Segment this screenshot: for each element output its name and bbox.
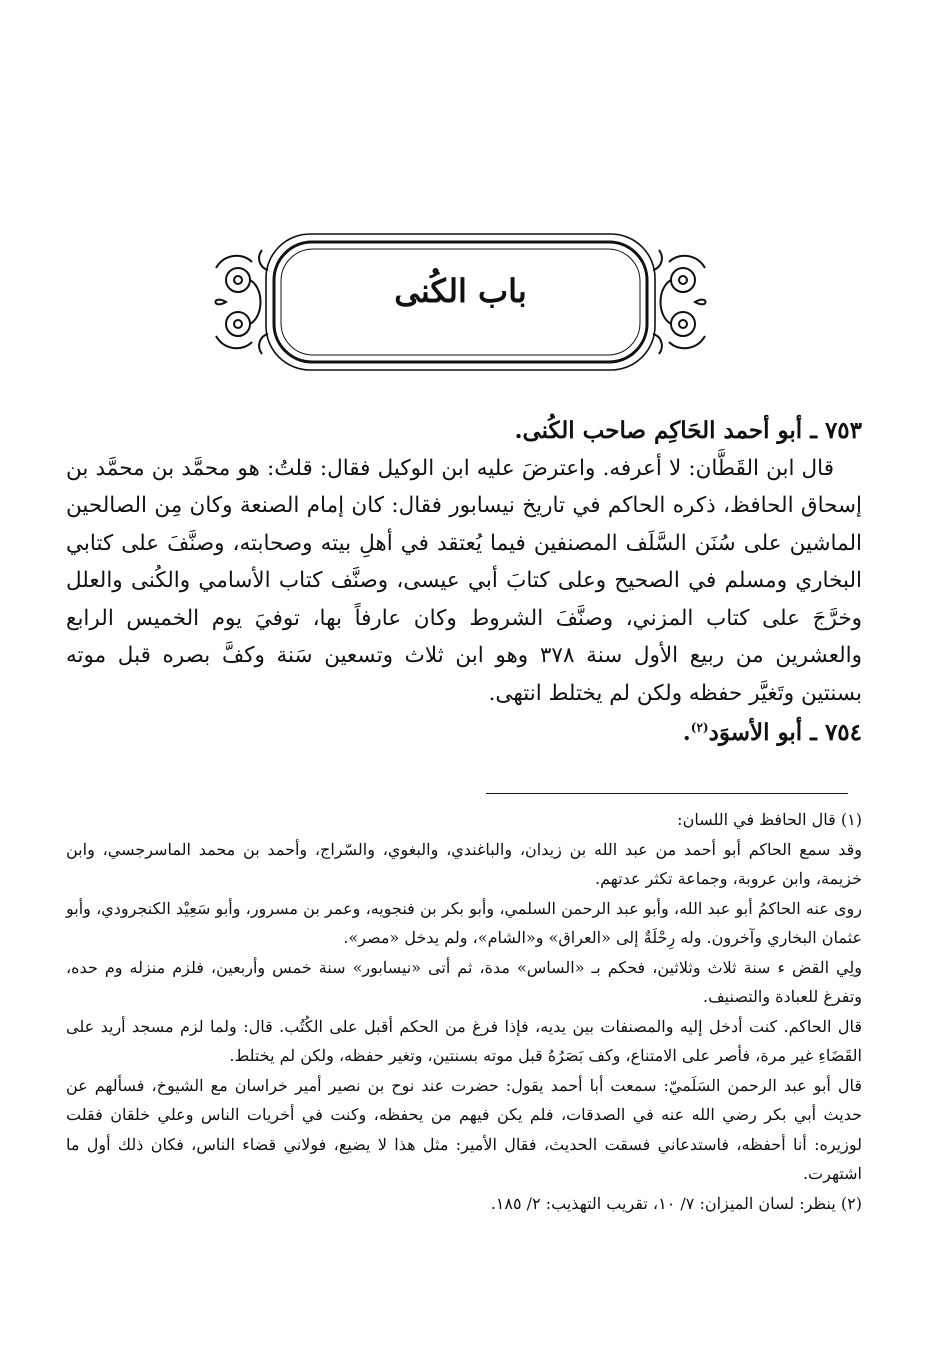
chapter-title-frame bbox=[208, 228, 713, 376]
footnotes bbox=[66, 805, 862, 1218]
chapter-title: باب الكُنى bbox=[394, 272, 527, 310]
footnote-2: (٢) ينظر: لسان الميزان: ٧/ ١٠، تقريب التهذيب: ٢/ ١٨٥. bbox=[490, 1193, 862, 1213]
heading-tail: . bbox=[682, 719, 691, 746]
entry-heading-text: ٧٥٤ ـ أبو الأسوَد bbox=[708, 719, 862, 746]
entry-heading: ٧٥٣ ـ أبو أحمد الحَاكِم صاحب الكُنى. bbox=[514, 417, 862, 444]
footnote-paragraph: قال أبو عبد الرحمن السَلَميّ: سمعت أبا أحمد يقول: حضرت عند نوح بن نصير أمير خراسان مع الشيوخ، فسألهم عن حديث أبي بكر رضي الله عنه في الصدقات، فلم يكن فيهم من يحفظه، وكنت في أخريات الناس وعلي خلقان فقلت لوزيره: أنا أحفظه، فاستدعاني فسقت الحديث، فقال الأمير: مثل هذا لا يضيع، فولاني قضاء الناس، فكان ذلك أول ما اشتهرت. bbox=[66, 1075, 862, 1183]
footnote-paragraph: قال الحاكم. كنت أدخل إليه والمصنفات بين يديه، فإذا فرغ من الحكم أقبل على الكُتُب. قال: ولما لزم مسجد أريد على القَضَاءِ غير مرة، فأصر على الامتناع، وكف بَصَرُهُ قبل موته بسنتين، وتغير حفظه، ولكن لم يختلط. bbox=[66, 1016, 862, 1065]
footnote-paragraph: روى عنه الحاكمُ أبو عبد الله، وأبو عبد الرحمن السلمي، وأبو بكر بن فنجويه، وعمر بن مسرور، وأبو سَعِيْد الكنجرودي، وأبو عثمان البخاري وآخرون. وله رِحْلَةٌ إلى «العراق» و«الشام»، ولم يدخل «مصر». bbox=[66, 898, 862, 947]
footnote-1-heading: (١) قال الحافظ في اللسان: bbox=[677, 810, 862, 829]
footnote-separator bbox=[486, 793, 848, 794]
entry-body: قال ابن القَطَّان: لا أعرفه. واعترضَ عليه ابن الوكيل فقال: قلتُ: هو محمَّد بن محمَّد بن إسحاق الحافظ، ذكره الحاكم في تاريخ نيسابور فقال: كان إمام الصنعة وكان مِن الصالحين الماشين على سُنَن السَّلَف المصنفين فيما يُعتقد في أهلِ بيته وصحابته، وصنَّفَ على كتابي البخاري ومسلم في الصحيح وعلى كتابَ أبي عيسى، وصنَّف كتاب الأسامي والكُنى والعلل وخرَّجَ على كتاب المزني، وصنَّفَ الشروط وكان عارفاً بها، توفيَ يوم الخميس الرابع والعشرين من ربيع الأول سنة ٣٧٨ وهو ابن ثلاث وتسعين سَنة وكفَّ بصره قبل موته بسنتين وتَغيَّر حفظه ولكن لم يختلط انتهى. bbox=[66, 455, 862, 706]
footnote-reference: (٢) bbox=[690, 720, 709, 735]
footnote-paragraph: وقد سمع الحاكم أبو أحمد من عبد الله بن زيدان، والباغندي، والبغوي، والسّراج، وأحمد بن محمد الماسرجسي، وابن خزيمة، وابن عروبة، وجماعة تكثر عدتهم. bbox=[66, 839, 862, 888]
entry-heading bbox=[66, 714, 862, 752]
footnote-paragraph: ولِي القض ء سنة ثلاث وثلاثين، فحكم بـ «الساس» مدة، ثم أتى «نيسابور» سنة خمس وأربعين، فلزم منزله وم حده، وتفرغ للعبادة والتصنيف. bbox=[66, 957, 862, 1006]
main-text bbox=[66, 412, 862, 752]
